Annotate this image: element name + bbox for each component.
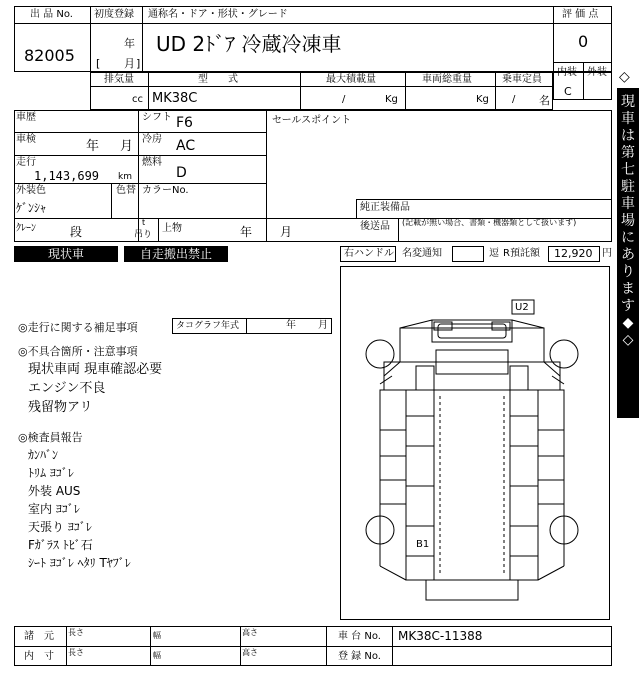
load-slash: / bbox=[342, 94, 346, 105]
crane-hang-unit: 吊り bbox=[134, 230, 153, 240]
tachograph-month-unit: 月 bbox=[318, 320, 328, 331]
recycle-fee-label: R預託額 bbox=[503, 248, 540, 259]
color-value: ｹﾞﾝｼｬ bbox=[16, 201, 47, 215]
banner-char: す bbox=[621, 298, 635, 314]
vehicle-name: UD 2ﾄﾞｱ 冷蔵冷凍車 bbox=[156, 32, 342, 56]
mileage-value: 1,143,699 bbox=[34, 169, 100, 183]
name-change-box bbox=[452, 246, 484, 262]
mark-u2: U2 bbox=[515, 302, 529, 313]
ac-value: AC bbox=[176, 138, 196, 154]
shift-label: シフト bbox=[142, 112, 172, 123]
specs-row-label: 諸 元 bbox=[24, 631, 54, 642]
max-load-label: 最大積載量 bbox=[326, 74, 376, 85]
yen-unit: 円 bbox=[602, 248, 612, 259]
first-reg-bracket-open: [ bbox=[96, 57, 101, 70]
mark-b1: B1 bbox=[416, 539, 430, 550]
color-number-label: カラーNo. bbox=[142, 185, 189, 196]
overall-score: 0 bbox=[578, 32, 589, 51]
banner-char: 現 bbox=[621, 94, 635, 110]
height-label: 高さ bbox=[242, 628, 258, 637]
exterior-score-label: 外装 bbox=[587, 67, 607, 78]
tachograph-year-unit: 年 bbox=[286, 320, 296, 331]
banner-char: 七 bbox=[621, 162, 635, 178]
defects-title: ◎不具合箇所・注意事項 bbox=[18, 345, 138, 358]
defect-item: エンジン不良 bbox=[28, 381, 106, 396]
ac-label: 冷房 bbox=[142, 134, 162, 145]
inspector-item: ﾄﾘﾑ ﾖｺﾞﾚ bbox=[28, 466, 74, 480]
cc-unit: cc bbox=[132, 94, 143, 105]
banner-diamond: ◇ bbox=[622, 332, 634, 348]
lot-number-label: 出 品 No. bbox=[30, 9, 73, 20]
chassis-number-label: 車 台 No. bbox=[338, 631, 381, 642]
fuel-value: D bbox=[176, 165, 187, 181]
fuel-label: 燃料 bbox=[142, 157, 162, 168]
score-label: 評 価 点 bbox=[562, 9, 599, 20]
side-banner bbox=[617, 88, 639, 418]
diamond-top: ◇ bbox=[619, 69, 630, 85]
no-self-drive-badge: 自走搬出禁止 bbox=[124, 246, 228, 262]
tachograph-label: タコグラフ年式 bbox=[176, 321, 240, 331]
lot-number: 82005 bbox=[24, 46, 75, 65]
crane-ton-unit: t bbox=[142, 218, 146, 227]
driving-notes-title: ◎走行に関する補足事項 bbox=[18, 321, 138, 334]
windshield bbox=[432, 320, 512, 342]
banner-char: あ bbox=[621, 247, 635, 263]
inspector-item: 天張り ﾖｺﾞﾚ bbox=[28, 520, 92, 534]
first-reg-bracket-close: ] bbox=[136, 57, 141, 70]
right-handle-label: 右ハンドル bbox=[344, 248, 394, 259]
width-label: 幅 bbox=[153, 631, 161, 640]
banner-char: 場 bbox=[621, 213, 635, 229]
first-reg-year-unit: 年 bbox=[124, 37, 135, 50]
crane-label: ｸﾚｰﾝ bbox=[16, 223, 36, 234]
displacement-label: 排気量 bbox=[104, 74, 134, 85]
width-label: 幅 bbox=[153, 651, 161, 660]
mileage-label: 走行 bbox=[16, 157, 36, 168]
upper-year-unit: 年 bbox=[240, 225, 253, 239]
model-label: 型 式 bbox=[198, 74, 238, 85]
model-code: MK38C bbox=[152, 91, 198, 106]
load-kg-unit: Kg bbox=[385, 94, 398, 105]
banner-diamond: ◆ bbox=[622, 315, 634, 331]
capacity-unit: 名 bbox=[539, 94, 550, 107]
retrofit-label: 後送品 bbox=[360, 221, 390, 232]
gross-weight-label: 車両総重量 bbox=[422, 74, 472, 85]
color-change-label: 色替 bbox=[116, 185, 136, 196]
height-label: 高さ bbox=[242, 648, 258, 657]
truck-diagram bbox=[340, 266, 610, 620]
upper-body-label: 上物 bbox=[162, 223, 182, 234]
banner-char: 第 bbox=[621, 145, 635, 161]
upper-month-unit: 月 bbox=[280, 225, 293, 239]
inspector-item: Fｶﾞﾗｽ ﾄﾋﾞ石 bbox=[28, 538, 93, 552]
inner-dims-row-label: 内 寸 bbox=[24, 651, 54, 662]
banner-char: 駐 bbox=[621, 179, 635, 195]
retrofit-note: (記載が無い場合、書類・機器類として扱います) bbox=[402, 218, 577, 227]
length-label: 長さ bbox=[68, 628, 84, 637]
sales-point-label: セールスポイント bbox=[272, 115, 352, 126]
genuine-equipment-label: 純正装備品 bbox=[360, 202, 410, 213]
banner-char: 車 bbox=[621, 196, 635, 212]
vehicle-name-label: 通称名・ドア・形状・グレード bbox=[148, 9, 288, 20]
capacity-label: 乗車定員 bbox=[502, 74, 542, 85]
gross-kg-unit: Kg bbox=[476, 94, 489, 105]
interior-score: C bbox=[564, 85, 572, 98]
first-reg-month-unit: 月 bbox=[124, 57, 135, 70]
mileage-unit: km bbox=[118, 172, 132, 182]
length-label: 長さ bbox=[68, 648, 84, 657]
first-registration-label: 初度登録 bbox=[94, 9, 134, 20]
banner-char: は bbox=[621, 128, 635, 144]
defect-item: 残留物アリ bbox=[28, 400, 93, 415]
history-label: 車歴 bbox=[16, 112, 36, 123]
inspector-report-title: ◎検査員報告 bbox=[18, 431, 83, 444]
capacity-slash: / bbox=[512, 94, 516, 105]
defect-item: 現状車両 現車確認必要 bbox=[28, 362, 163, 377]
inspection-label: 車検 bbox=[16, 134, 36, 145]
interior-score-label: 内装 bbox=[557, 67, 577, 78]
banner-char: 車 bbox=[621, 111, 635, 127]
recycle-fee-value: 12,920 bbox=[554, 247, 593, 260]
banner-char: り bbox=[621, 264, 635, 280]
name-change-label: 名変通知 bbox=[402, 248, 442, 259]
crane-stage-unit: 段 bbox=[70, 225, 83, 239]
regulation-label: 逗 bbox=[489, 248, 499, 259]
inspector-item: 外装 AUS bbox=[28, 484, 81, 498]
inspector-item: 室内 ﾖｺﾞﾚ bbox=[28, 502, 80, 516]
shift-value: F6 bbox=[176, 115, 193, 131]
registration-number-label: 登 録 No. bbox=[338, 651, 381, 662]
banner-char: ま bbox=[621, 281, 635, 297]
current-car-badge: 現状車 bbox=[14, 246, 118, 262]
inspector-item: ｼｰﾄ ﾖｺﾞﾚ ﾍﾀﾘ Tﾔﾌﾞﾚ bbox=[28, 556, 131, 570]
inspection-year-unit: 年 bbox=[86, 139, 100, 154]
inspector-item: ｶﾝﾊﾞﾝ bbox=[28, 448, 59, 462]
chassis-number: MK38C-11388 bbox=[398, 629, 483, 643]
inspection-month-unit: 月 bbox=[120, 139, 134, 154]
banner-char: に bbox=[621, 230, 635, 246]
color-label: 外装色 bbox=[16, 185, 46, 196]
